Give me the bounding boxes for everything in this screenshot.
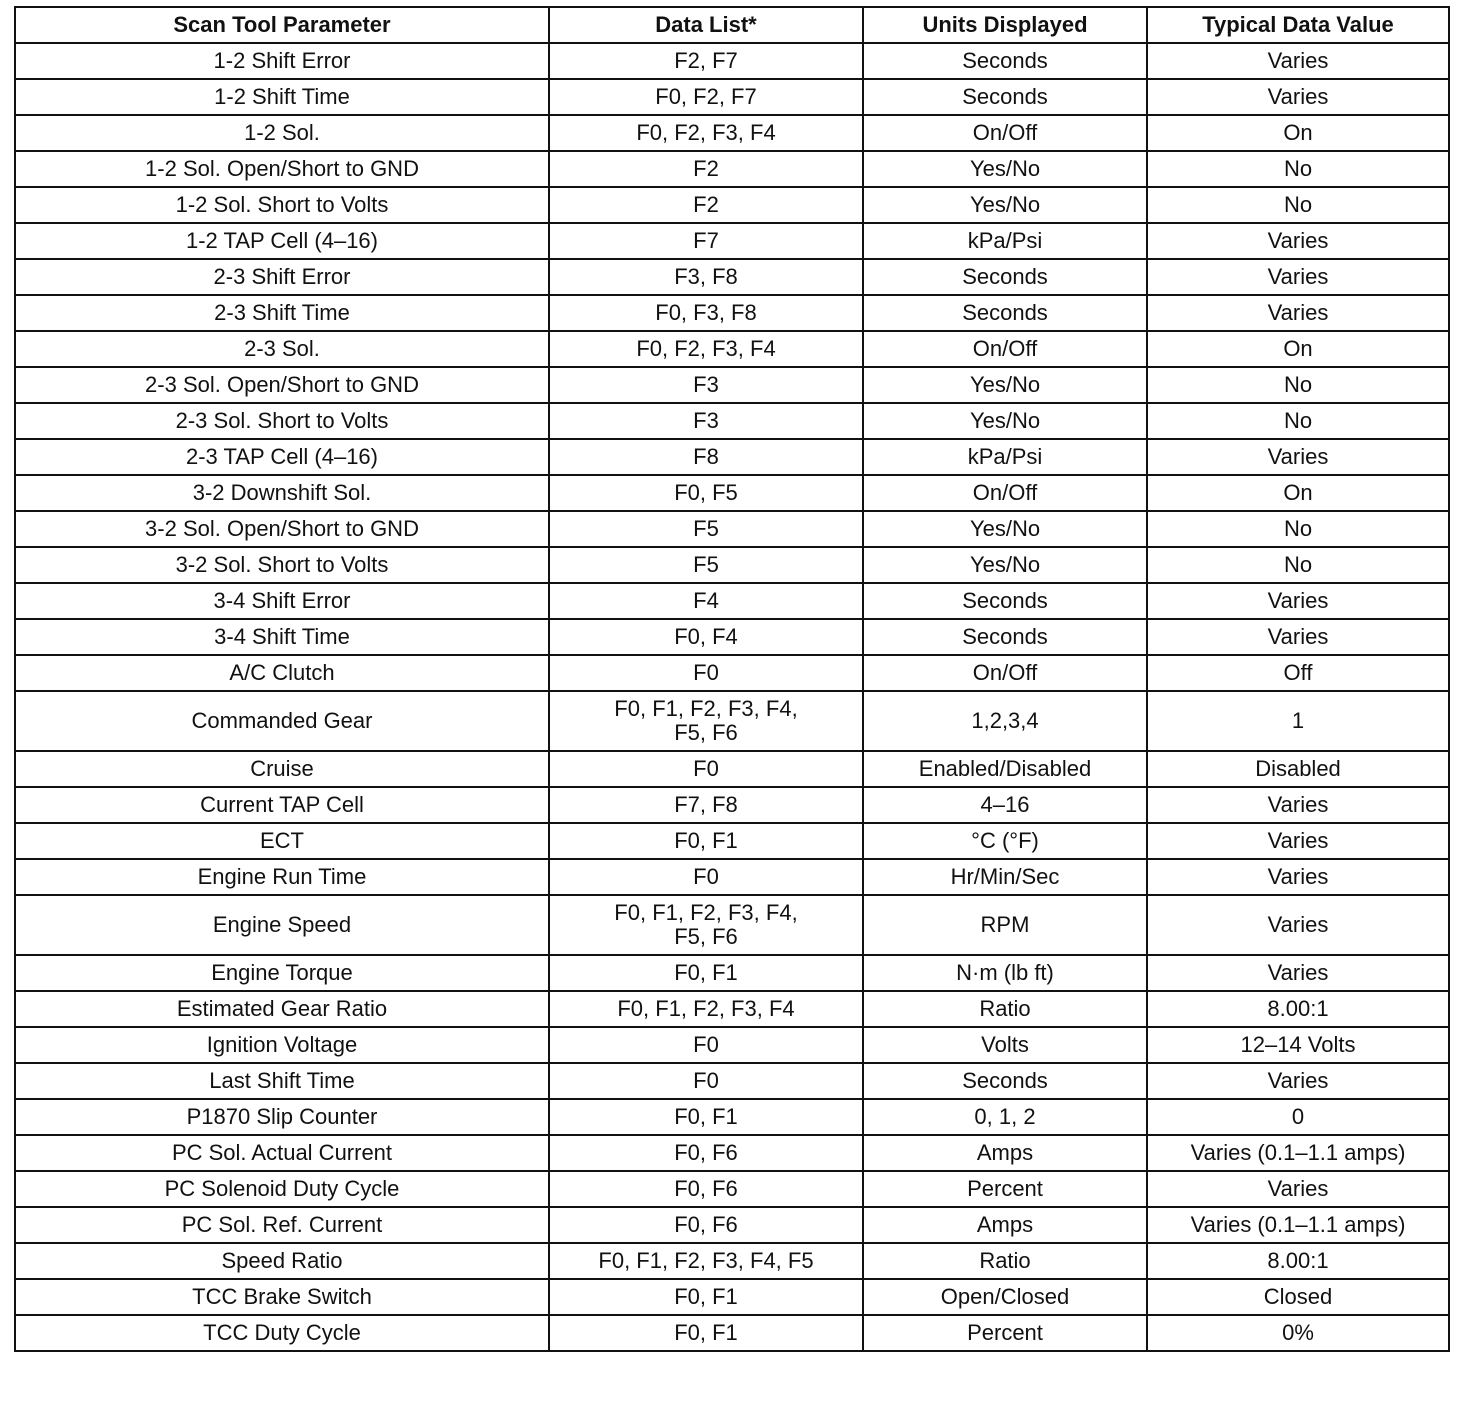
cell-units: Seconds xyxy=(863,43,1147,79)
cell-parameter: Engine Speed xyxy=(15,895,549,955)
cell-parameter: 2-3 Sol. xyxy=(15,331,549,367)
cell-typical-value: Varies xyxy=(1147,787,1449,823)
table-row xyxy=(15,331,1449,367)
cell-typical-value: Varies xyxy=(1147,955,1449,991)
cell-parameter: 2-3 TAP Cell (4–16) xyxy=(15,439,549,475)
cell-units: Seconds xyxy=(863,583,1147,619)
cell-typical-value: Varies xyxy=(1147,1063,1449,1099)
cell-data-list: F0, F1 xyxy=(549,1315,863,1351)
table-row xyxy=(15,991,1449,1027)
cell-units: Open/Closed xyxy=(863,1279,1147,1315)
cell-data-list: F3 xyxy=(549,403,863,439)
cell-parameter: Current TAP Cell xyxy=(15,787,549,823)
cell-data-list: F0, F1 xyxy=(549,1099,863,1135)
cell-typical-value: On xyxy=(1147,475,1449,511)
cell-parameter: PC Sol. Actual Current xyxy=(15,1135,549,1171)
cell-units: Yes/No xyxy=(863,367,1147,403)
cell-typical-value: 0 xyxy=(1147,1099,1449,1135)
table-row xyxy=(15,751,1449,787)
cell-units: Enabled/Disabled xyxy=(863,751,1147,787)
cell-typical-value: Off xyxy=(1147,655,1449,691)
cell-typical-value: 0% xyxy=(1147,1315,1449,1351)
cell-parameter: 2-3 Shift Time xyxy=(15,295,549,331)
cell-units: Seconds xyxy=(863,79,1147,115)
cell-parameter: 2-3 Sol. Open/Short to GND xyxy=(15,367,549,403)
cell-typical-value: Varies xyxy=(1147,259,1449,295)
cell-typical-value: Varies xyxy=(1147,43,1449,79)
cell-data-list: F0, F2, F3, F4 xyxy=(549,115,863,151)
cell-typical-value: No xyxy=(1147,151,1449,187)
cell-units: °C (°F) xyxy=(863,823,1147,859)
cell-typical-value: Varies xyxy=(1147,823,1449,859)
cell-typical-value: 8.00:1 xyxy=(1147,991,1449,1027)
table-row xyxy=(15,1063,1449,1099)
table-row xyxy=(15,1135,1449,1171)
cell-parameter: A/C Clutch xyxy=(15,655,549,691)
cell-units: kPa/Psi xyxy=(863,223,1147,259)
cell-parameter: PC Sol. Ref. Current xyxy=(15,1207,549,1243)
cell-units: Seconds xyxy=(863,295,1147,331)
cell-data-list: F0, F6 xyxy=(549,1171,863,1207)
cell-units: Amps xyxy=(863,1135,1147,1171)
cell-parameter: 3-2 Downshift Sol. xyxy=(15,475,549,511)
cell-data-list: F0, F1, F2, F3, F4, F5, F6 xyxy=(549,895,863,955)
cell-data-list: F8 xyxy=(549,439,863,475)
cell-units: Hr/Min/Sec xyxy=(863,859,1147,895)
table-row xyxy=(15,619,1449,655)
table-row xyxy=(15,259,1449,295)
cell-typical-value: 1 xyxy=(1147,691,1449,751)
cell-data-list: F4 xyxy=(549,583,863,619)
cell-parameter: 1-2 Sol. xyxy=(15,115,549,151)
cell-typical-value: 12–14 Volts xyxy=(1147,1027,1449,1063)
table-row xyxy=(15,1315,1449,1351)
cell-parameter: ECT xyxy=(15,823,549,859)
table-row xyxy=(15,475,1449,511)
table-row xyxy=(15,547,1449,583)
cell-parameter: Ignition Voltage xyxy=(15,1027,549,1063)
cell-units: Seconds xyxy=(863,1063,1147,1099)
table-row xyxy=(15,79,1449,115)
cell-data-list: F0, F1 xyxy=(549,1279,863,1315)
table-row xyxy=(15,1099,1449,1135)
cell-typical-value: Varies xyxy=(1147,223,1449,259)
cell-typical-value: Disabled xyxy=(1147,751,1449,787)
cell-typical-value: Varies (0.1–1.1 amps) xyxy=(1147,1135,1449,1171)
cell-parameter: PC Solenoid Duty Cycle xyxy=(15,1171,549,1207)
table-row xyxy=(15,1243,1449,1279)
cell-parameter: P1870 Slip Counter xyxy=(15,1099,549,1135)
cell-typical-value: On xyxy=(1147,115,1449,151)
cell-parameter: Last Shift Time xyxy=(15,1063,549,1099)
cell-typical-value: Varies xyxy=(1147,619,1449,655)
cell-units: 0, 1, 2 xyxy=(863,1099,1147,1135)
cell-data-list: F5 xyxy=(549,511,863,547)
table-row xyxy=(15,367,1449,403)
table-row xyxy=(15,955,1449,991)
cell-data-list: F2 xyxy=(549,151,863,187)
table-row xyxy=(15,859,1449,895)
cell-data-list: F0, F3, F8 xyxy=(549,295,863,331)
cell-units: Amps xyxy=(863,1207,1147,1243)
cell-typical-value: Varies xyxy=(1147,895,1449,955)
cell-parameter: 2-3 Shift Error xyxy=(15,259,549,295)
cell-parameter: Engine Torque xyxy=(15,955,549,991)
cell-units: Yes/No xyxy=(863,151,1147,187)
header-data-list: Data List* xyxy=(549,7,863,43)
cell-data-list: F0, F1, F2, F3, F4, F5 xyxy=(549,1243,863,1279)
cell-typical-value: No xyxy=(1147,367,1449,403)
cell-units: On/Off xyxy=(863,115,1147,151)
cell-data-list: F0, F4 xyxy=(549,619,863,655)
cell-units: Yes/No xyxy=(863,403,1147,439)
cell-typical-value: Varies xyxy=(1147,439,1449,475)
cell-parameter: TCC Duty Cycle xyxy=(15,1315,549,1351)
cell-units: Yes/No xyxy=(863,547,1147,583)
table-row xyxy=(15,439,1449,475)
cell-typical-value: No xyxy=(1147,547,1449,583)
header-units-displayed: Units Displayed xyxy=(863,7,1147,43)
cell-parameter: 1-2 Shift Error xyxy=(15,43,549,79)
cell-units: On/Off xyxy=(863,655,1147,691)
table-row xyxy=(15,295,1449,331)
cell-units: On/Off xyxy=(863,475,1147,511)
cell-typical-value: On xyxy=(1147,331,1449,367)
cell-units: 4–16 xyxy=(863,787,1147,823)
cell-parameter: 3-4 Shift Error xyxy=(15,583,549,619)
cell-parameter: 1-2 Sol. Open/Short to GND xyxy=(15,151,549,187)
table-row xyxy=(15,403,1449,439)
table-row xyxy=(15,787,1449,823)
cell-data-list: F5 xyxy=(549,547,863,583)
cell-typical-value: Varies xyxy=(1147,859,1449,895)
table-row xyxy=(15,895,1449,955)
cell-data-list: F0, F1, F2, F3, F4, F5, F6 xyxy=(549,691,863,751)
header-scan-tool-parameter: Scan Tool Parameter xyxy=(15,7,549,43)
scan-tool-data-table xyxy=(14,6,1450,1352)
cell-data-list: F0, F1, F2, F3, F4 xyxy=(549,991,863,1027)
cell-typical-value: No xyxy=(1147,403,1449,439)
header-row xyxy=(15,7,1449,43)
cell-typical-value: Varies xyxy=(1147,1171,1449,1207)
cell-data-list: F0, F2, F7 xyxy=(549,79,863,115)
cell-parameter: Speed Ratio xyxy=(15,1243,549,1279)
cell-units: Seconds xyxy=(863,619,1147,655)
cell-data-list: F0, F1 xyxy=(549,955,863,991)
cell-typical-value: Varies xyxy=(1147,583,1449,619)
cell-units: kPa/Psi xyxy=(863,439,1147,475)
table-row xyxy=(15,187,1449,223)
cell-units: Percent xyxy=(863,1315,1147,1351)
table-row xyxy=(15,151,1449,187)
cell-parameter: 3-2 Sol. Short to Volts xyxy=(15,547,549,583)
cell-data-list: F0, F5 xyxy=(549,475,863,511)
cell-parameter: Cruise xyxy=(15,751,549,787)
header-typical-data-value: Typical Data Value xyxy=(1147,7,1449,43)
cell-units: Seconds xyxy=(863,259,1147,295)
table-row xyxy=(15,823,1449,859)
cell-typical-value: Varies (0.1–1.1 amps) xyxy=(1147,1207,1449,1243)
cell-units: Percent xyxy=(863,1171,1147,1207)
cell-data-list: F2 xyxy=(549,187,863,223)
cell-data-list: F0 xyxy=(549,1063,863,1099)
cell-parameter: 3-2 Sol. Open/Short to GND xyxy=(15,511,549,547)
cell-units: RPM xyxy=(863,895,1147,955)
cell-units: 1,2,3,4 xyxy=(863,691,1147,751)
cell-parameter: 1-2 Shift Time xyxy=(15,79,549,115)
cell-data-list: F7, F8 xyxy=(549,787,863,823)
cell-data-list: F0 xyxy=(549,751,863,787)
cell-data-list: F0 xyxy=(549,655,863,691)
cell-data-list: F0 xyxy=(549,859,863,895)
cell-data-list: F0 xyxy=(549,1027,863,1063)
cell-parameter: 2-3 Sol. Short to Volts xyxy=(15,403,549,439)
table-row xyxy=(15,43,1449,79)
table-row xyxy=(15,223,1449,259)
table-row xyxy=(15,691,1449,751)
cell-parameter: Commanded Gear xyxy=(15,691,549,751)
cell-typical-value: Varies xyxy=(1147,295,1449,331)
table-body xyxy=(15,43,1449,1351)
table-row xyxy=(15,583,1449,619)
table-row xyxy=(15,1171,1449,1207)
cell-parameter: TCC Brake Switch xyxy=(15,1279,549,1315)
cell-units: On/Off xyxy=(863,331,1147,367)
cell-parameter: Engine Run Time xyxy=(15,859,549,895)
cell-data-list: F0, F2, F3, F4 xyxy=(549,331,863,367)
cell-data-list: F0, F1 xyxy=(549,823,863,859)
cell-data-list: F3, F8 xyxy=(549,259,863,295)
cell-data-list: F0, F6 xyxy=(549,1135,863,1171)
table-row xyxy=(15,655,1449,691)
cell-typical-value: 8.00:1 xyxy=(1147,1243,1449,1279)
table-row xyxy=(15,115,1449,151)
table-row xyxy=(15,1279,1449,1315)
cell-data-list: F7 xyxy=(549,223,863,259)
cell-typical-value: Varies xyxy=(1147,79,1449,115)
cell-data-list: F2, F7 xyxy=(549,43,863,79)
cell-units: Yes/No xyxy=(863,511,1147,547)
cell-data-list: F3 xyxy=(549,367,863,403)
table-row xyxy=(15,1207,1449,1243)
cell-parameter: 1-2 TAP Cell (4–16) xyxy=(15,223,549,259)
cell-typical-value: No xyxy=(1147,511,1449,547)
cell-units: Yes/No xyxy=(863,187,1147,223)
cell-units: N·m (lb ft) xyxy=(863,955,1147,991)
cell-parameter: 1-2 Sol. Short to Volts xyxy=(15,187,549,223)
cell-parameter: Estimated Gear Ratio xyxy=(15,991,549,1027)
table-row xyxy=(15,1027,1449,1063)
cell-data-list: F0, F6 xyxy=(549,1207,863,1243)
cell-parameter: 3-4 Shift Time xyxy=(15,619,549,655)
cell-typical-value: Closed xyxy=(1147,1279,1449,1315)
cell-typical-value: No xyxy=(1147,187,1449,223)
table-row xyxy=(15,511,1449,547)
cell-units: Ratio xyxy=(863,991,1147,1027)
cell-units: Volts xyxy=(863,1027,1147,1063)
cell-units: Ratio xyxy=(863,1243,1147,1279)
